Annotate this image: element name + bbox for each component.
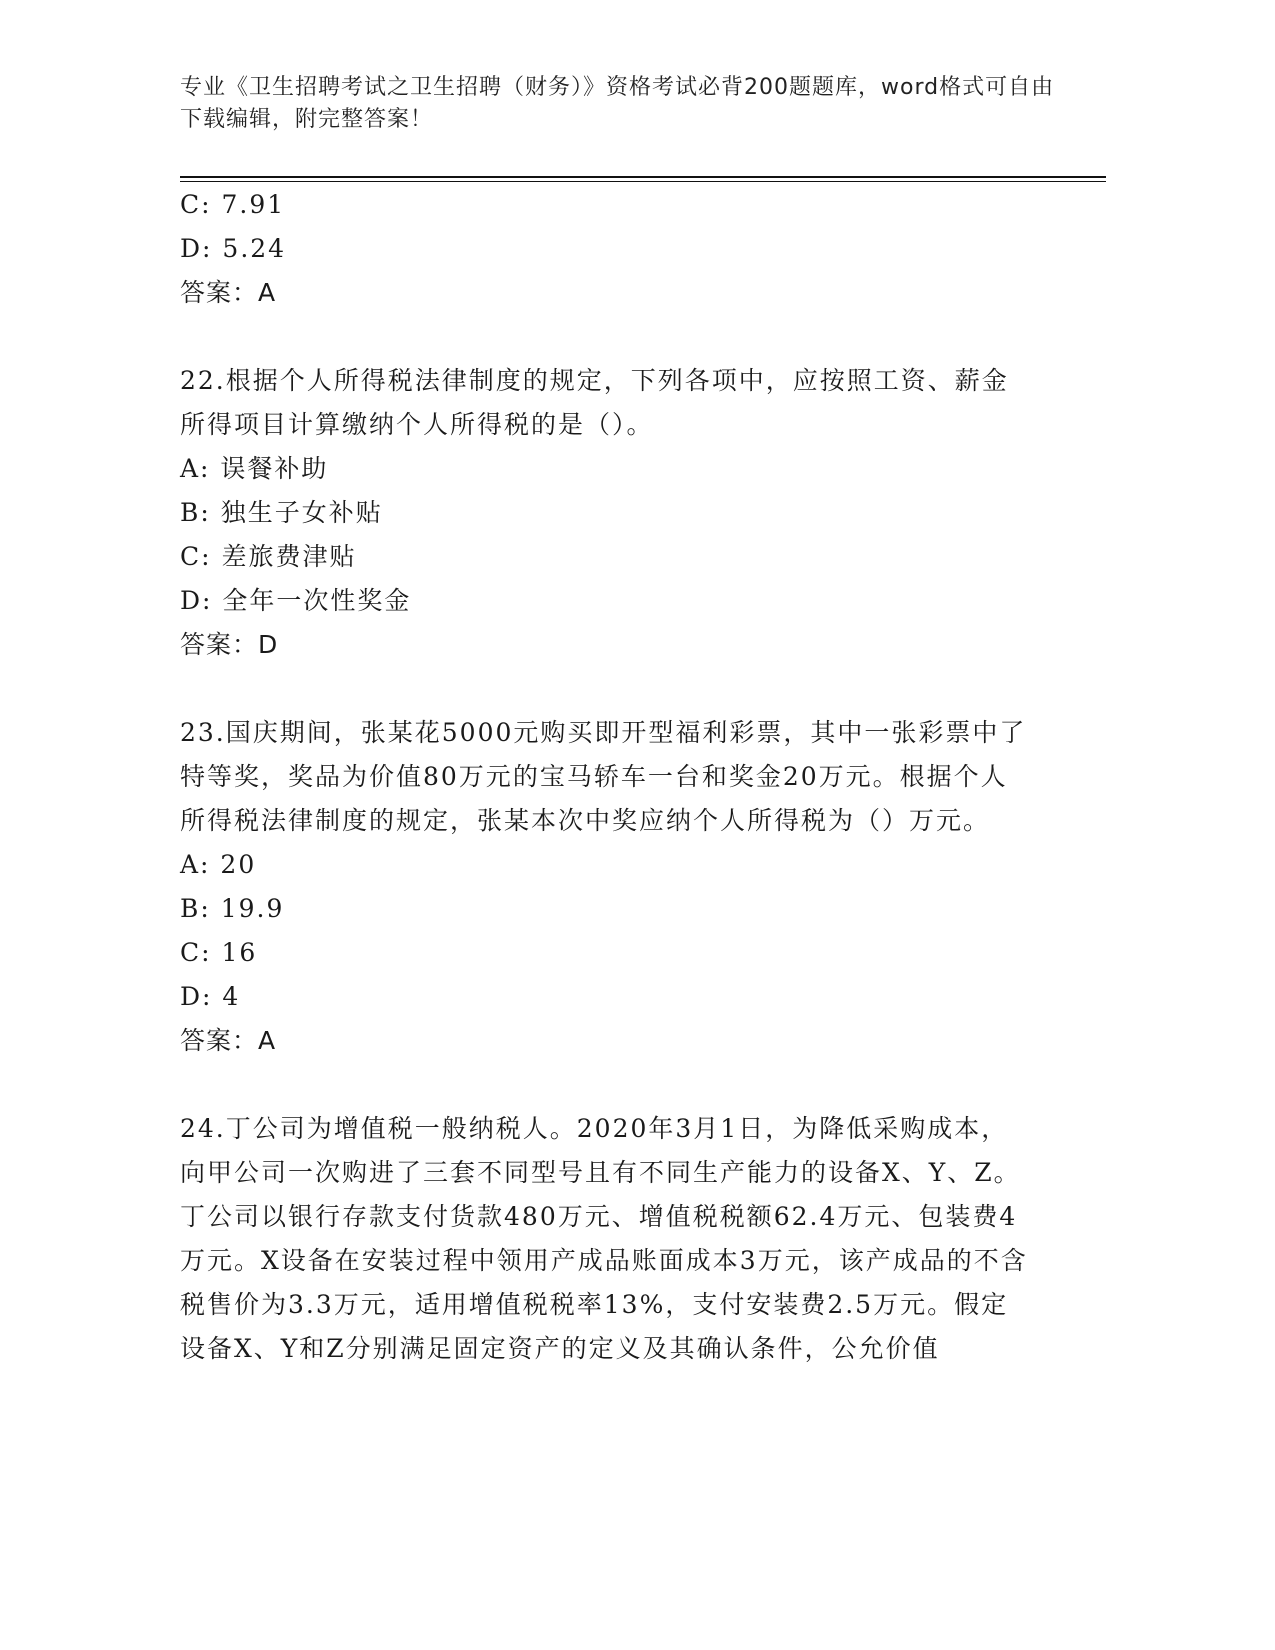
q23-option-b: B: 19.9 xyxy=(180,894,285,923)
document-body xyxy=(180,183,1030,1371)
document-header: 专业《卫生招聘考试之卫生招聘（财务）》资格考试必背200题题库，word格式可自由下载编辑，附完整答案！ xyxy=(180,75,1055,132)
header-rule-thin xyxy=(180,181,1106,182)
q22-answer: 答案：D xyxy=(180,630,279,659)
q21-answer: 答案：A xyxy=(180,278,277,307)
q24-stem: 24.丁公司为增值税一般纳税人。2020年3月1日，为降低采购成本，向甲公司一次购进了三套不同型号且有不同生产能力的设备X、Y、Z。丁公司以银行存款支付货款480万元、增值税税额62.4万元、包装费4万元。X设备在安装过程中领用产成品账面成本3万元，该产成品的不含税售价为3.3万元，适用增值税税率13%，支付安装费2.5万元。假定设备X、Y和Z分别满足固定资产的定义及其确认条件，公允价值 xyxy=(180,1114,1028,1363)
q23-option-d: D: 4 xyxy=(180,982,241,1011)
q22-option-b: B: 独生子女补贴 xyxy=(180,498,383,527)
q23-option-c: C: 16 xyxy=(180,938,258,967)
q21-option-c: C: 7.91 xyxy=(180,190,286,219)
header-rule xyxy=(180,176,1106,178)
q21-option-d: D: 5.24 xyxy=(180,234,287,263)
q23-answer: 答案：A xyxy=(180,1026,277,1055)
q22-stem: 22.根据个人所得税法律制度的规定，下列各项中，应按照工资、薪金所得项目计算缴纳个人所得税的是（）。 xyxy=(180,366,1009,439)
q22-option-a: A: 误餐补助 xyxy=(180,454,329,483)
q23-stem: 23.国庆期间，张某花5000元购买即开型福利彩票，其中一张彩票中了特等奖，奖品为价值80万元的宝马轿车一台和奖金20万元。根据个人所得税法律制度的规定，张某本次中奖应纳个人所得税为（）万元。 xyxy=(180,718,1027,835)
q22-option-c: C: 差旅费津贴 xyxy=(180,542,357,571)
q22-option-d: D: 全年一次性奖金 xyxy=(180,586,412,615)
q23-option-a: A: 20 xyxy=(180,850,257,879)
